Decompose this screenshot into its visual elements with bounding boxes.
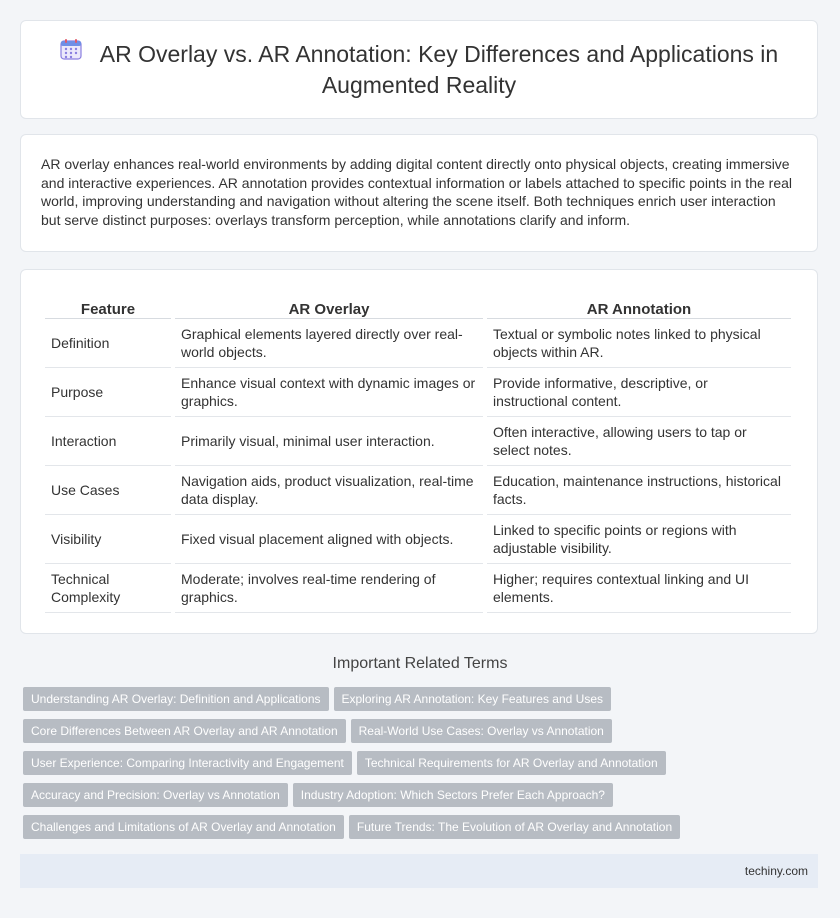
table-header-row: [45, 294, 791, 319]
row-overlay: Moderate; involves real-time rendering of graphics.: [175, 564, 483, 613]
comparison-table: [41, 294, 795, 613]
table-row: [45, 319, 791, 368]
calendar-icon: [60, 37, 82, 67]
related-term-tag[interactable]: Understanding AR Overlay: Definition and Applications: [23, 687, 329, 711]
title-card: [20, 20, 818, 119]
tag-row: [23, 783, 823, 815]
page-title-container: [41, 39, 797, 101]
row-feature: Interaction: [45, 417, 171, 466]
related-term-tag[interactable]: Core Differences Between AR Overlay and AR Annotation: [23, 719, 346, 743]
row-feature: Definition: [45, 319, 171, 368]
header-ar-annotation: AR Annotation: [487, 294, 791, 319]
row-feature: Use Cases: [45, 466, 171, 515]
related-term-tag[interactable]: Real-World Use Cases: Overlay vs Annotation: [351, 719, 612, 743]
page-title: AR Overlay vs. AR Annotation: Key Differences and Applications in Augmented Reality: [99, 40, 779, 99]
table-row: [45, 417, 791, 466]
row-overlay: Navigation aids, product visualization, real-time data display.: [175, 466, 483, 515]
row-overlay: Fixed visual placement aligned with objects.: [175, 515, 483, 564]
tag-row: [23, 687, 823, 719]
related-terms-section: [0, 655, 840, 834]
row-annotation: Textual or symbolic notes linked to physical objects within AR.: [487, 319, 791, 368]
intro-card: [20, 134, 818, 252]
comparison-table-card: [20, 269, 818, 634]
related-term-tag[interactable]: Exploring AR Annotation: Key Features and Uses: [334, 687, 612, 711]
header-ar-overlay: AR Overlay: [175, 294, 483, 319]
row-overlay: Primarily visual, minimal user interaction.: [175, 417, 483, 466]
tag-row: [23, 751, 823, 783]
related-term-tag[interactable]: Industry Adoption: Which Sectors Prefer Each Approach?: [293, 783, 613, 807]
row-overlay: Graphical elements layered directly over real-world objects.: [175, 319, 483, 368]
row-annotation: Higher; requires contextual linking and UI elements.: [487, 564, 791, 613]
row-annotation: Education, maintenance instructions, historical facts.: [487, 466, 791, 515]
row-annotation: Often interactive, allowing users to tap or select notes.: [487, 417, 791, 466]
tag-row: [23, 719, 823, 751]
related-terms-tags: [23, 687, 823, 847]
related-term-tag[interactable]: Challenges and Limitations of AR Overlay and Annotation: [23, 815, 344, 839]
tag-row: [23, 815, 823, 847]
related-term-tag[interactable]: Future Trends: The Evolution of AR Overlay and Annotation: [349, 815, 680, 839]
row-annotation: Provide informative, descriptive, or instructional content.: [487, 368, 791, 417]
row-feature: Technical Complexity: [45, 564, 171, 613]
table-row: [45, 515, 791, 564]
intro-paragraph: AR overlay enhances real-world environments by adding digital content directly onto physical objects, creating immersive and interactive experiences. AR annotation provides contextual information or labels attached to specific points in the real world, improving understanding and navigation without altering the scene itself. Both techniques enrich user interaction but serve distinct purposes: overlays transform perception, while annotations clarify and inform.: [41, 156, 792, 228]
header-feature: Feature: [45, 294, 171, 319]
related-term-tag[interactable]: Accuracy and Precision: Overlay vs Annotation: [23, 783, 288, 807]
row-feature: Visibility: [45, 515, 171, 564]
row-annotation: Linked to specific points or regions with adjustable visibility.: [487, 515, 791, 564]
table-row: [45, 564, 791, 613]
row-overlay: Enhance visual context with dynamic images or graphics.: [175, 368, 483, 417]
related-term-tag[interactable]: Technical Requirements for AR Overlay and Annotation: [357, 751, 666, 775]
related-term-tag[interactable]: User Experience: Comparing Interactivity and Engagement: [23, 751, 352, 775]
table-row: [45, 466, 791, 515]
row-feature: Purpose: [45, 368, 171, 417]
footer-site-link[interactable]: techiny.com: [744, 864, 808, 878]
table-row: [45, 368, 791, 417]
related-terms-title: Important Related Terms: [332, 655, 508, 672]
footer: [20, 854, 818, 888]
